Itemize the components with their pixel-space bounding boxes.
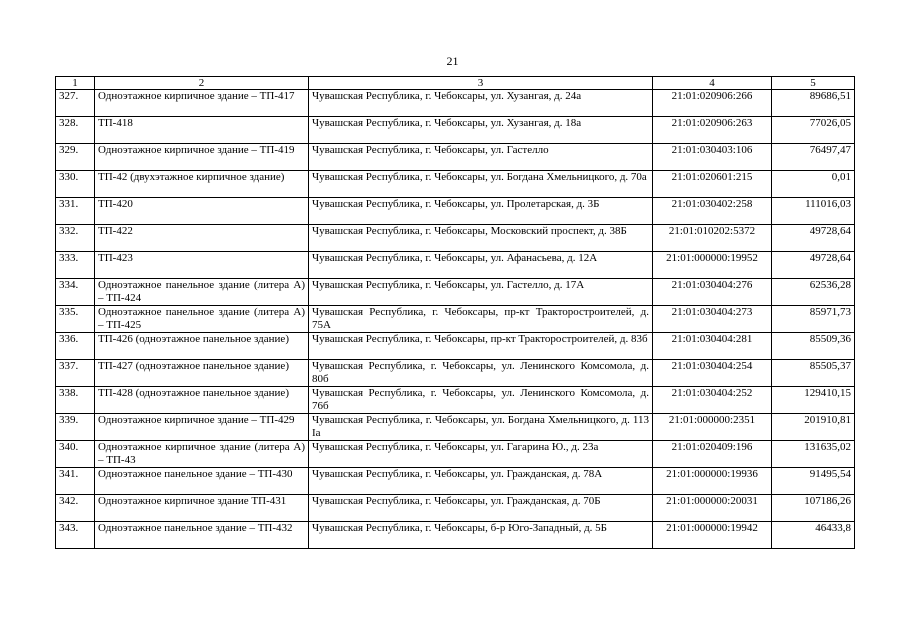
table-row [56,225,855,252]
table-header-row [56,77,855,90]
table-row [56,468,855,495]
row-number: 328. [56,117,95,144]
row-number: 339. [56,414,95,441]
table-row [56,414,855,441]
object-name: Одноэтажное кирпичное здание – ТП-419 [95,144,309,171]
cadastral-number: 21:01:000000:19936 [653,468,772,495]
column-header-3: 3 [309,77,653,90]
object-address: Чувашская Республика, г. Чебоксары, ул. Гражданская, д. 70Б [309,495,653,522]
object-address: Чувашская Республика, г. Чебоксары, пр-кт Тракторостроителей, д. 75А [309,306,653,333]
object-name: ТП-427 (одноэтажное панельное здание) [95,360,309,387]
row-number: 335. [56,306,95,333]
column-header-2: 2 [95,77,309,90]
table-row [56,333,855,360]
object-value: 77026,05 [772,117,855,144]
object-value: 46433,8 [772,522,855,549]
object-value: 201910,81 [772,414,855,441]
object-name: Одноэтажное кирпичное здание – ТП-429 [95,414,309,441]
object-address: Чувашская Республика, г. Чебоксары, ул. Богдана Хмельницкого, д. 113 Iа [309,414,653,441]
cadastral-number: 21:01:010202:5372 [653,225,772,252]
table-row [56,387,855,414]
table-row [56,144,855,171]
object-name: ТП-428 (одноэтажное панельное здание) [95,387,309,414]
row-number: 332. [56,225,95,252]
object-name: Одноэтажное панельное здание (литера А) – ТП-425 [95,306,309,333]
table-row [56,360,855,387]
object-name: ТП-42 (двухэтажное кирпичное здание) [95,171,309,198]
row-number: 330. [56,171,95,198]
object-address: Чувашская Республика, г. Чебоксары, ул. Гражданская, д. 78А [309,468,653,495]
object-address: Чувашская Республика, г. Чебоксары, Московский проспект, д. 38Б [309,225,653,252]
cadastral-number: 21:01:030404:254 [653,360,772,387]
object-value: 131635,02 [772,441,855,468]
table-row [56,306,855,333]
object-name: ТП-420 [95,198,309,225]
object-address: Чувашская Республика, г. Чебоксары, ул. Гагарина Ю., д. 23а [309,441,653,468]
object-name: ТП-422 [95,225,309,252]
row-number: 341. [56,468,95,495]
row-number: 327. [56,90,95,117]
row-number: 334. [56,279,95,306]
table-row [56,90,855,117]
object-name: ТП-418 [95,117,309,144]
cadastral-number: 21:01:020409:196 [653,441,772,468]
page-number: 21 [446,54,459,68]
row-number: 342. [56,495,95,522]
object-value: 49728,64 [772,252,855,279]
property-register-table [55,76,855,549]
object-name: ТП-426 (одноэтажное панельное здание) [95,333,309,360]
table-row [56,441,855,468]
object-value: 0,01 [772,171,855,198]
cadastral-number: 21:01:030403:106 [653,144,772,171]
object-name: Одноэтажное кирпичное здание – ТП-417 [95,90,309,117]
cadastral-number: 21:01:030404:281 [653,333,772,360]
object-value: 62536,28 [772,279,855,306]
object-address: Чувашская Республика, г. Чебоксары, ул. Хузангая, д. 18а [309,117,653,144]
object-name: Одноэтажное кирпичное здание (литера А) – ТП-43 [95,441,309,468]
object-value: 91495,54 [772,468,855,495]
column-header-5: 5 [772,77,855,90]
object-address: Чувашская Республика, г. Чебоксары, ул. Гастелло [309,144,653,171]
column-header-1: 1 [56,77,95,90]
object-value: 85971,73 [772,306,855,333]
object-name: ТП-423 [95,252,309,279]
object-value: 49728,64 [772,225,855,252]
cadastral-number: 21:01:030404:252 [653,387,772,414]
object-name: Одноэтажное панельное здание – ТП-432 [95,522,309,549]
object-address: Чувашская Республика, г. Чебоксары, ул. Афанасьева, д. 12А [309,252,653,279]
row-number: 340. [56,441,95,468]
table-row [56,495,855,522]
object-address: Чувашская Республика, г. Чебоксары, ул. Гастелло, д. 17А [309,279,653,306]
row-number: 331. [56,198,95,225]
object-address: Чувашская Республика, г. Чебоксары, ул. Ленинского Комсомола, д. 76б [309,387,653,414]
table-row [56,117,855,144]
table-row [56,252,855,279]
cadastral-number: 21:01:000000:19942 [653,522,772,549]
row-number: 343. [56,522,95,549]
cadastral-number: 21:01:020906:263 [653,117,772,144]
table-body [56,90,855,549]
object-name: Одноэтажное панельное здание (литера А) – ТП-424 [95,279,309,306]
cadastral-number: 21:01:020906:266 [653,90,772,117]
object-value: 129410,15 [772,387,855,414]
object-address: Чувашская Республика, г. Чебоксары, ул. Пролетарская, д. 3Б [309,198,653,225]
table-row [56,198,855,225]
row-number: 338. [56,387,95,414]
table-row [56,279,855,306]
object-value: 85505,37 [772,360,855,387]
row-number: 329. [56,144,95,171]
cadastral-number: 21:01:030402:258 [653,198,772,225]
object-address: Чувашская Республика, г. Чебоксары, ул. Ленинского Комсомола, д. 80б [309,360,653,387]
object-value: 107186,26 [772,495,855,522]
cadastral-number: 21:01:030404:273 [653,306,772,333]
row-number: 337. [56,360,95,387]
row-number: 333. [56,252,95,279]
cadastral-number: 21:01:020601:215 [653,171,772,198]
object-address: Чувашская Республика, г. Чебоксары, пр-кт Тракторостроителей, д. 83б [309,333,653,360]
object-name: Одноэтажное панельное здание – ТП-430 [95,468,309,495]
cadastral-number: 21:01:000000:20031 [653,495,772,522]
object-value: 89686,51 [772,90,855,117]
object-address: Чувашская Республика, г. Чебоксары, ул. Богдана Хмельницкого, д. 70а [309,171,653,198]
row-number: 336. [56,333,95,360]
cadastral-number: 21:01:000000:2351 [653,414,772,441]
object-address: Чувашская Республика, г. Чебоксары, ул. Хузангая, д. 24а [309,90,653,117]
cadastral-number: 21:01:000000:19952 [653,252,772,279]
column-header-4: 4 [653,77,772,90]
object-name: Одноэтажное кирпичное здание ТП-431 [95,495,309,522]
object-value: 76497,47 [772,144,855,171]
object-value: 111016,03 [772,198,855,225]
cadastral-number: 21:01:030404:276 [653,279,772,306]
object-address: Чувашская Республика, г. Чебоксары, б-р Юго-Западный, д. 5Б [309,522,653,549]
object-value: 85509,36 [772,333,855,360]
table-row [56,171,855,198]
table-row [56,522,855,549]
